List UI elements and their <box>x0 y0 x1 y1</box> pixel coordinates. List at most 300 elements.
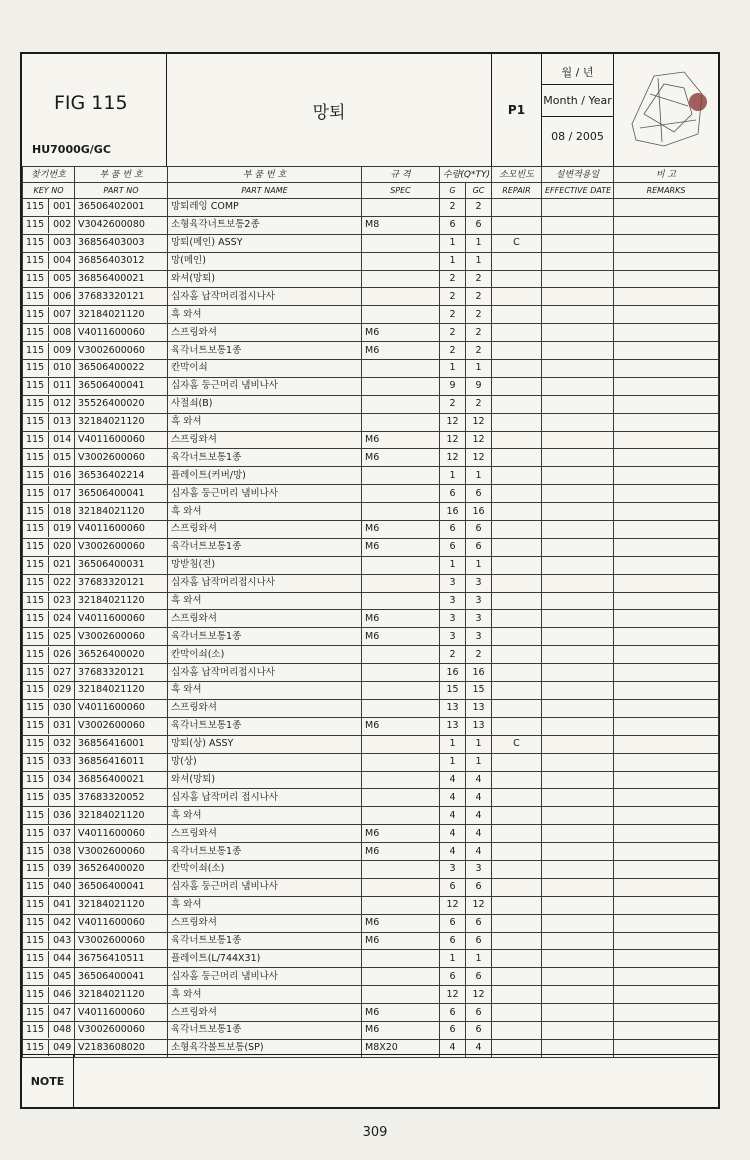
key-no-cell <box>23 306 75 324</box>
spec-cell: M6 <box>362 1021 440 1039</box>
qty-gc-cell: 6 <box>466 216 492 234</box>
qty-g-cell: 2 <box>440 199 466 217</box>
key-no-cell <box>23 592 75 610</box>
fig-no: 115 <box>26 952 45 964</box>
table-row <box>23 860 719 878</box>
qty-gc-cell: 1 <box>466 735 492 753</box>
table-row <box>23 234 719 252</box>
effective-date-cell <box>542 860 614 878</box>
spec-cell <box>362 413 440 431</box>
qty-gc-cell: 3 <box>466 628 492 646</box>
repair-cell <box>492 825 542 843</box>
qty-g-cell: 3 <box>440 574 466 592</box>
col-partname-kr: 부 품 번 호 <box>168 167 362 183</box>
key-no: 013 <box>53 416 72 428</box>
qty-g-cell: 2 <box>440 342 466 360</box>
issue-date: 08 / 2005 <box>551 130 604 143</box>
fig-no: 115 <box>26 1042 45 1054</box>
part-no-cell: 32184021120 <box>75 592 168 610</box>
fig-no: 115 <box>26 881 45 893</box>
fig-no: 115 <box>26 326 45 338</box>
effective-date-cell <box>542 753 614 771</box>
remarks-cell <box>614 860 719 878</box>
effective-date-cell <box>542 521 614 539</box>
qty-g-cell: 9 <box>440 377 466 395</box>
key-no: 033 <box>53 756 72 768</box>
key-no: 002 <box>53 219 72 231</box>
table-row <box>23 1021 719 1039</box>
spec-cell <box>362 360 440 378</box>
repair-cell <box>492 932 542 950</box>
fig-no: 115 <box>26 523 45 535</box>
page-code: P1 <box>507 103 526 117</box>
qty-gc-cell: 1 <box>466 467 492 485</box>
key-no-cell <box>23 807 75 825</box>
remarks-cell <box>614 538 719 556</box>
fig-no: 115 <box>26 398 45 410</box>
qty-gc-cell: 1 <box>466 360 492 378</box>
remarks-cell <box>614 807 719 825</box>
effective-date-cell <box>542 270 614 288</box>
spec-cell <box>362 735 440 753</box>
part-name-cell: 흑 와셔 <box>168 682 362 700</box>
table-row <box>23 556 719 574</box>
qty-g-cell: 16 <box>440 664 466 682</box>
effective-date-cell <box>542 610 614 628</box>
qty-g-cell: 3 <box>440 860 466 878</box>
key-no: 010 <box>53 362 72 374</box>
key-no-cell <box>23 717 75 735</box>
spec-cell <box>362 288 440 306</box>
fig-no: 115 <box>26 917 45 929</box>
parts-table <box>22 166 719 1058</box>
repair-cell <box>492 878 542 896</box>
month-year-label: Month / Year <box>543 94 612 107</box>
part-no-cell: V3002600060 <box>75 932 168 950</box>
key-no: 047 <box>53 1006 72 1018</box>
part-name-cell: 망받침(전) <box>168 556 362 574</box>
diagram-thumbnail <box>614 54 718 166</box>
fig-no: 115 <box>26 451 45 463</box>
key-no: 046 <box>53 988 72 1000</box>
qty-gc-cell: 6 <box>466 1004 492 1022</box>
fig-no: 115 <box>26 684 45 696</box>
key-no: 045 <box>53 970 72 982</box>
part-name-cell: 십자홈 납작머리접시나사 <box>168 664 362 682</box>
qty-g-cell: 2 <box>440 288 466 306</box>
repair-cell <box>492 950 542 968</box>
repair-cell <box>492 682 542 700</box>
part-name-cell: 십자홈 납작머리접시나사 <box>168 574 362 592</box>
remarks-cell <box>614 771 719 789</box>
fig-no: 115 <box>26 505 45 517</box>
table-row <box>23 932 719 950</box>
effective-date-cell <box>542 592 614 610</box>
qty-g-cell: 12 <box>440 449 466 467</box>
key-no-cell <box>23 843 75 861</box>
key-no-cell <box>23 538 75 556</box>
spec-cell: M6 <box>362 932 440 950</box>
key-no-cell <box>23 789 75 807</box>
qty-g-cell: 4 <box>440 843 466 861</box>
part-name-cell: 십자홈 둥근머리 냄비나사 <box>168 377 362 395</box>
remarks-cell <box>614 574 719 592</box>
qty-g-cell: 3 <box>440 610 466 628</box>
part-no-cell: V4011600060 <box>75 699 168 717</box>
qty-g-cell: 1 <box>440 753 466 771</box>
table-row <box>23 789 719 807</box>
table-row <box>23 682 719 700</box>
part-no-cell: V4011600060 <box>75 914 168 932</box>
qty-g-cell: 1 <box>440 252 466 270</box>
repair-cell <box>492 413 542 431</box>
table-row <box>23 485 719 503</box>
remarks-cell <box>614 1004 719 1022</box>
key-no: 006 <box>53 290 72 302</box>
qty-gc-cell: 2 <box>466 342 492 360</box>
fig-no: 115 <box>26 237 45 249</box>
part-name-cell: 십자홈 납작머리접시나사 <box>168 288 362 306</box>
qty-g-cell: 6 <box>440 914 466 932</box>
qty-gc-cell: 4 <box>466 825 492 843</box>
effective-date-cell <box>542 306 614 324</box>
qty-gc-cell: 4 <box>466 789 492 807</box>
qty-gc-cell: 6 <box>466 932 492 950</box>
key-no: 018 <box>53 505 72 517</box>
part-name-cell: 와셔(망퇴) <box>168 270 362 288</box>
qty-gc-cell: 2 <box>466 288 492 306</box>
fig-no: 115 <box>26 756 45 768</box>
qty-g-cell: 16 <box>440 503 466 521</box>
key-no: 023 <box>53 595 72 607</box>
remarks-cell <box>614 199 719 217</box>
key-no-cell <box>23 360 75 378</box>
table-row <box>23 521 719 539</box>
key-no: 034 <box>53 773 72 785</box>
fig-no: 115 <box>26 380 45 392</box>
qty-gc-cell: 2 <box>466 395 492 413</box>
spec-cell <box>362 968 440 986</box>
part-no-cell: 36506400022 <box>75 360 168 378</box>
qty-gc-cell: 15 <box>466 682 492 700</box>
fig-no: 115 <box>26 809 45 821</box>
repair-cell <box>492 968 542 986</box>
qty-gc-cell: 12 <box>466 431 492 449</box>
spec-cell <box>362 199 440 217</box>
col-partno-kr: 부 품 번 호 <box>75 167 168 183</box>
part-name-cell: 플레이트(L/744X31) <box>168 950 362 968</box>
repair-cell <box>492 843 542 861</box>
key-no-cell <box>23 682 75 700</box>
remarks-cell <box>614 682 719 700</box>
key-no-cell <box>23 503 75 521</box>
part-no-cell: 37683320121 <box>75 574 168 592</box>
effective-date-cell <box>542 843 614 861</box>
remarks-cell <box>614 896 719 914</box>
spec-cell <box>362 306 440 324</box>
remarks-cell <box>614 503 719 521</box>
qty-gc-cell: 4 <box>466 807 492 825</box>
note-section <box>22 1054 718 1108</box>
part-name-cell: 스프링와셔 <box>168 1004 362 1022</box>
effective-date-cell <box>542 699 614 717</box>
repair-cell <box>492 199 542 217</box>
table-row <box>23 717 719 735</box>
qty-g-cell: 2 <box>440 306 466 324</box>
effective-date-cell <box>542 771 614 789</box>
key-no: 025 <box>53 630 72 642</box>
qty-g-cell: 2 <box>440 395 466 413</box>
part-no-cell: 36506400041 <box>75 968 168 986</box>
page-title: 망퇴 <box>312 103 346 123</box>
part-name-cell: 십자홈 둥근머리 냄비나사 <box>168 878 362 896</box>
qty-gc-cell: 4 <box>466 771 492 789</box>
repair-cell <box>492 342 542 360</box>
table-row <box>23 896 719 914</box>
remarks-cell <box>614 986 719 1004</box>
key-no-cell <box>23 771 75 789</box>
qty-g-cell: 12 <box>440 431 466 449</box>
table-row <box>23 538 719 556</box>
effective-date-cell <box>542 807 614 825</box>
part-no-cell: 32184021120 <box>75 503 168 521</box>
remarks-cell <box>614 914 719 932</box>
part-no-cell: V3002600060 <box>75 342 168 360</box>
qty-gc-cell: 12 <box>466 413 492 431</box>
part-no-cell: 32184021120 <box>75 682 168 700</box>
key-no-cell <box>23 234 75 252</box>
key-no: 014 <box>53 434 72 446</box>
page-code-cell <box>492 54 542 166</box>
part-no-cell: 32184021120 <box>75 413 168 431</box>
part-name-cell: 사절쇠(B) <box>168 395 362 413</box>
key-no-cell <box>23 342 75 360</box>
table-row <box>23 431 719 449</box>
repair-cell: C <box>492 735 542 753</box>
key-no: 001 <box>53 201 72 213</box>
table-row <box>23 324 719 342</box>
spec-cell <box>362 878 440 896</box>
repair-cell <box>492 538 542 556</box>
qty-g-cell: 4 <box>440 1039 466 1057</box>
spec-cell: M6 <box>362 1004 440 1022</box>
part-name-cell: 망(상) <box>168 753 362 771</box>
col-qty-kr: 수량(Q*TY) <box>440 167 492 183</box>
repair-cell <box>492 216 542 234</box>
qty-g-cell: 1 <box>440 360 466 378</box>
part-name-cell: 흑 와셔 <box>168 807 362 825</box>
fig-no: 115 <box>26 577 45 589</box>
part-name-cell: 스프링와셔 <box>168 825 362 843</box>
fig-no: 115 <box>26 255 45 267</box>
fig-no: 115 <box>26 899 45 911</box>
key-no-cell <box>23 556 75 574</box>
key-no-cell <box>23 699 75 717</box>
part-name-cell: 스프링와셔 <box>168 521 362 539</box>
repair-cell <box>492 771 542 789</box>
qty-gc-cell: 2 <box>466 324 492 342</box>
part-no-cell: V4011600060 <box>75 610 168 628</box>
part-no-cell: V3002600060 <box>75 449 168 467</box>
key-no-cell <box>23 1021 75 1039</box>
spec-cell <box>362 896 440 914</box>
remarks-cell <box>614 252 719 270</box>
qty-g-cell: 4 <box>440 807 466 825</box>
repair-cell <box>492 324 542 342</box>
qty-g-cell: 2 <box>440 270 466 288</box>
fig-no: 115 <box>26 541 45 553</box>
part-name-cell: 흑 와셔 <box>168 503 362 521</box>
fig-number: FIG 115 <box>54 92 128 114</box>
table-row <box>23 199 719 217</box>
part-name-cell: 플레이트(커버/망) <box>168 467 362 485</box>
effective-date-cell <box>542 467 614 485</box>
part-no-cell: V4011600060 <box>75 324 168 342</box>
repair-cell <box>492 288 542 306</box>
repair-cell <box>492 789 542 807</box>
effective-date-cell <box>542 431 614 449</box>
repair-cell <box>492 896 542 914</box>
col-key: KEY NO <box>23 183 75 199</box>
qty-g-cell: 3 <box>440 592 466 610</box>
key-no: 011 <box>53 380 72 392</box>
part-no-cell: V2183608020 <box>75 1039 168 1057</box>
table-row <box>23 252 719 270</box>
key-no: 012 <box>53 398 72 410</box>
qty-gc-cell: 2 <box>466 270 492 288</box>
part-no-cell: 36506400041 <box>75 878 168 896</box>
part-no-cell: V4011600060 <box>75 1004 168 1022</box>
key-no-cell <box>23 878 75 896</box>
table-row <box>23 825 719 843</box>
fig-no: 115 <box>26 201 45 213</box>
qty-gc-cell: 1 <box>466 950 492 968</box>
key-no-cell <box>23 860 75 878</box>
repair-cell <box>492 1021 542 1039</box>
qty-gc-cell: 6 <box>466 485 492 503</box>
repair-cell <box>492 270 542 288</box>
part-no-cell: 36526400020 <box>75 860 168 878</box>
key-no: 007 <box>53 308 72 320</box>
effective-date-cell <box>542 538 614 556</box>
qty-gc-cell: 4 <box>466 1039 492 1057</box>
table-row <box>23 986 719 1004</box>
key-no-cell <box>23 932 75 950</box>
col-g: G <box>440 183 466 199</box>
part-name-cell: 스프링와셔 <box>168 324 362 342</box>
table-row <box>23 968 719 986</box>
spec-cell <box>362 467 440 485</box>
col-repair-kr: 소모빈도 <box>492 167 542 183</box>
qty-g-cell: 6 <box>440 1004 466 1022</box>
part-no-cell: V4011600060 <box>75 521 168 539</box>
qty-gc-cell: 6 <box>466 521 492 539</box>
key-no: 009 <box>53 344 72 356</box>
remarks-cell <box>614 825 719 843</box>
fig-no: 115 <box>26 970 45 982</box>
key-no-cell <box>23 324 75 342</box>
remarks-cell <box>614 449 719 467</box>
key-no-cell <box>23 664 75 682</box>
part-name-cell: 십자홈 둥근머리 냄비나사 <box>168 485 362 503</box>
part-no-cell: 37683320121 <box>75 664 168 682</box>
fig-no: 115 <box>26 559 45 571</box>
key-no: 037 <box>53 827 72 839</box>
qty-gc-cell: 2 <box>466 306 492 324</box>
qty-gc-cell: 12 <box>466 896 492 914</box>
table-row <box>23 395 719 413</box>
part-no-cell: 32184021120 <box>75 986 168 1004</box>
repair-cell <box>492 467 542 485</box>
repair-cell <box>492 646 542 664</box>
table-row <box>23 664 719 682</box>
effective-date-cell <box>542 556 614 574</box>
part-name-cell: 흑 와셔 <box>168 986 362 1004</box>
part-no-cell: 37683320121 <box>75 288 168 306</box>
table-row <box>23 878 719 896</box>
part-no-cell: V3002600060 <box>75 1021 168 1039</box>
key-no-cell <box>23 646 75 664</box>
qty-gc-cell: 3 <box>466 860 492 878</box>
spec-cell <box>362 771 440 789</box>
repair-cell: C <box>492 234 542 252</box>
part-name-cell: 스프링와셔 <box>168 699 362 717</box>
remarks-cell <box>614 968 719 986</box>
table-row <box>23 646 719 664</box>
key-no-cell <box>23 395 75 413</box>
col-remarks: REMARKS <box>614 183 719 199</box>
table-row <box>23 503 719 521</box>
remarks-cell <box>614 395 719 413</box>
fig-no: 115 <box>26 273 45 284</box>
qty-g-cell: 6 <box>440 878 466 896</box>
part-no-cell: 36856416011 <box>75 753 168 771</box>
qty-g-cell: 1 <box>440 467 466 485</box>
qty-g-cell: 6 <box>440 538 466 556</box>
table-row <box>23 467 719 485</box>
qty-g-cell: 6 <box>440 1021 466 1039</box>
effective-date-cell <box>542 342 614 360</box>
part-no-cell: V3002600060 <box>75 843 168 861</box>
table-row <box>23 342 719 360</box>
qty-g-cell: 13 <box>440 717 466 735</box>
part-no-cell: V3042600080 <box>75 216 168 234</box>
table-row <box>23 574 719 592</box>
fig-cell <box>22 54 167 166</box>
key-no-cell <box>23 968 75 986</box>
remarks-cell <box>614 664 719 682</box>
qty-g-cell: 3 <box>440 628 466 646</box>
qty-g-cell: 12 <box>440 986 466 1004</box>
part-name-cell: 흑 와셔 <box>168 592 362 610</box>
effective-date-cell <box>542 878 614 896</box>
spec-cell <box>362 699 440 717</box>
part-name-cell: 망(메인) <box>168 252 362 270</box>
part-name-cell: 망퇴(메인) ASSY <box>168 234 362 252</box>
part-name-cell: 칸막이쇠(소) <box>168 860 362 878</box>
spec-cell: M6 <box>362 628 440 646</box>
key-no-cell <box>23 914 75 932</box>
fig-no: 115 <box>26 612 45 624</box>
key-no: 032 <box>53 738 72 750</box>
fig-no: 115 <box>26 720 45 732</box>
fig-no: 115 <box>26 702 45 714</box>
repair-cell <box>492 449 542 467</box>
note-label: NOTE <box>22 1055 74 1108</box>
key-no: 044 <box>53 952 72 964</box>
repair-cell <box>492 1004 542 1022</box>
key-no: 036 <box>53 809 72 821</box>
